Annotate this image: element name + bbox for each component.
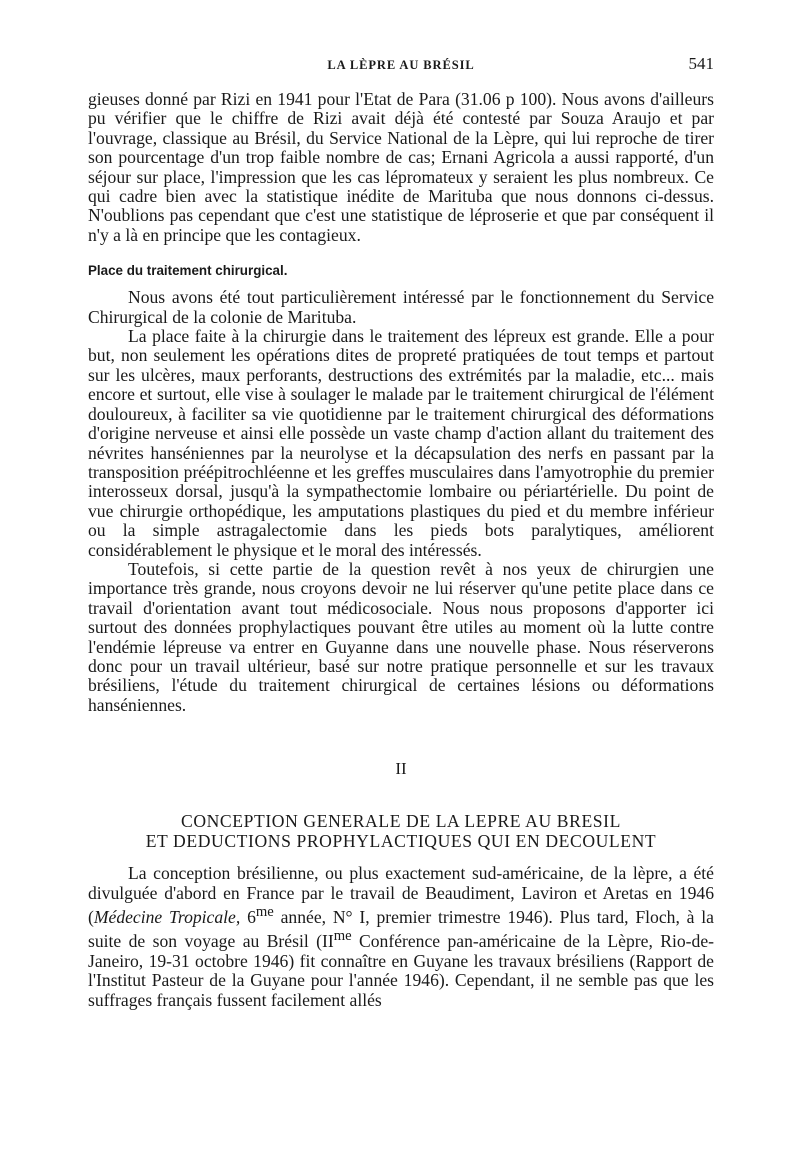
subheading: Place du traitement chirurgical. — [88, 263, 288, 279]
text-run: La conception brésilienne, ou plus exactement sud-américaine, de la lèpre, a été divulguée d'abord en France par le travail de Beaudiment, Laviron et Aretas en 1946 ( — [88, 863, 714, 928]
paragraph: Toutefois, si cette partie de la question revêt à nos yeux de chirurgien une importance très grande, nous croyons devoir ne lui réserver qu'une petite place dans ce travail d'orientation avant tout médicosociale. Nous nous proposons d'apporter ici surtout des données prophylactiques pouvant être utiles au moment où la lutte contre l'endémie lépreuse va entrer en Guyanne dans une nouvelle phase. Nous réserverons donc pour un travail ultérieur, basé sur notre pratique personnelle et sur les travaux brésiliens, l'étude du traitement chirurgical de certaines lésions ou déformations hanséniennes. — [88, 558, 714, 715]
running-header — [88, 52, 714, 74]
page-number: 541 — [688, 54, 714, 73]
superscript: me — [255, 904, 274, 921]
journal-title: Médecine Tropicale, — [93, 907, 241, 928]
paragraph — [88, 864, 714, 1010]
section-title-line: ET DEDUCTIONS PROPHYLACTIQUES QUI EN DECOULENT — [145, 830, 657, 851]
text-run: 6 — [240, 907, 256, 928]
paragraph: Nous avons été tout particulièrement intéressé par le fonctionnement du Service Chirurgical de la colonie de Marituba. — [88, 287, 714, 327]
section-title-line: CONCEPTION GENERALE DE LA LEPRE AU BRESIL — [180, 811, 621, 832]
section-number: II — [395, 759, 407, 779]
paragraph-continued: gieuses donné par Rizi en 1941 pour l'Etat de Para (31.06 p 100). Nous avons d'ailleurs pu vérifier que le chiffre de Rizi avait déjà été contesté par Souza Araujo et par l'ouvrage, classique au Brésil, du Service National de la Lèpre, qui lui reproche de tirer son pourcentage d'un trop faible nombre de cas; Ernani Agricola a aussi rapporté, d'un séjour sur place, l'impression que les cas lépromateux y seraient les plus nombreux. Ce qui cadre bien avec la statistique inédite de Marituba que nous donnons ci-dessus. N'oublions pas cependant que c'est une statistique de léproserie et que par conséquent il n'y a là en principe que les contagieux. — [88, 89, 714, 245]
text-run: année, N° I, premier trimestre 1946). Plus tard, Floch, à la suite de son voyage au Brésil (II — [88, 907, 714, 952]
body-text — [88, 90, 714, 1010]
text-run: Conférence pan-américaine de la Lèpre, Rio-de-Janeiro, 19-31 octobre 1946) fit connaître en Guyane les travaux brésiliens (Rapport de l'Institut Pasteur de la Guyane pour l'année 1946). Cependant, il ne semble pas que les suffrages français fussent facilement allés — [88, 931, 714, 1010]
section-title — [88, 812, 714, 851]
superscript: me — [333, 928, 352, 945]
paragraph: La place faite à la chirurgie dans le traitement des lépreux est grande. Elle a pour but, non seulement les opérations dites de propreté pratiquées de tout temps et partout sur les ulcères, maux perforants, destructions des extrémités par la maladie, etc... mais encore et surtout, elle vise à soulager le malade par le traitement chirurgical de l'élément douloureux, à faciliter sa vie quotidienne par le traitement chirurgical des déformations d'origine nerveuse et ainsi elle possède un vaste champ d'action allant du traitement des névrites hanséniennes par la neurolyse et la décapsulation des nerfs en passant par la transposition préépitrochléenne et les greffes musculaires dans l'amyotrophie du premier interosseux dorsal, jusqu'à la sympathectomie lombaire ou périartérielle. Du point de vue chirurgie orthopédique, les amputations plastiques du pied et du membre inférieur ou la simple astragalectomie dans les pieds bots paralytiques, améliorent considérablement le physique et le moral des intéressés. — [88, 326, 714, 560]
running-title: LA LÈPRE AU BRÉSIL — [327, 58, 475, 72]
